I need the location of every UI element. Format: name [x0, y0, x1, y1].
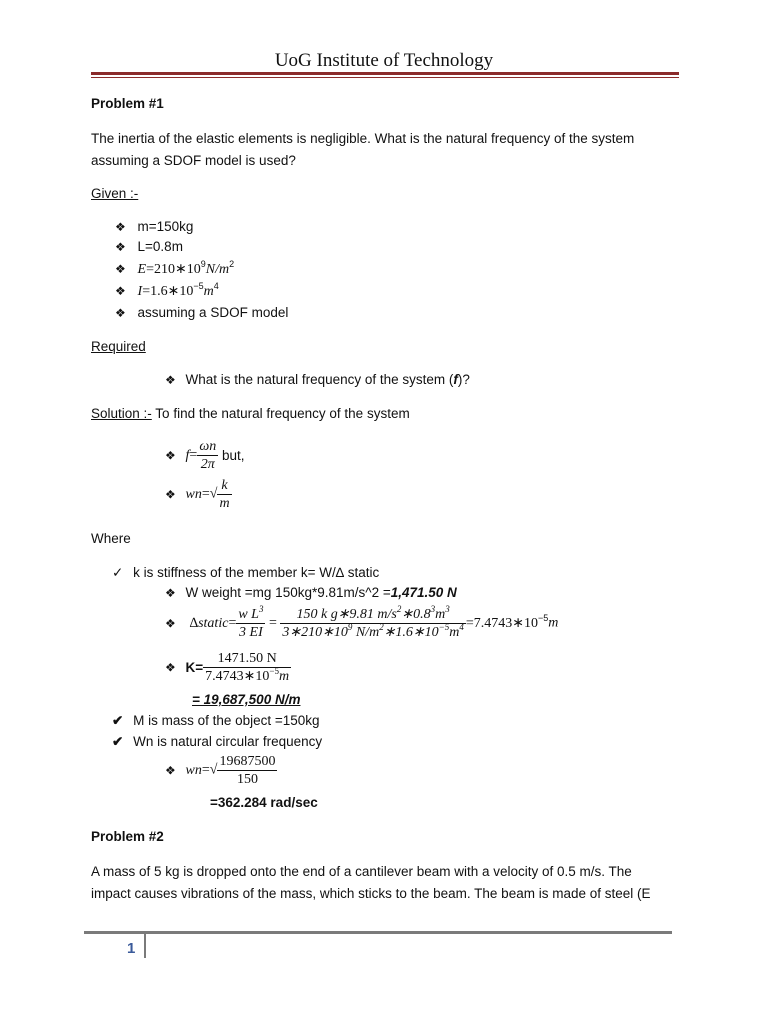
equals-sign: = — [265, 615, 281, 631]
exponent: 3 — [430, 604, 436, 614]
diamond-bullet-icon: ❖ — [165, 660, 176, 675]
diamond-bullet-icon: ❖ — [165, 616, 176, 631]
numerator-part: ∗0.8 — [401, 607, 431, 622]
but-text: but, — [218, 448, 245, 463]
delta-result-unit: m — [548, 615, 559, 631]
footer-divider — [144, 934, 146, 958]
k-definition — [112, 565, 379, 581]
diamond-bullet-icon: ❖ — [165, 373, 176, 387]
wn-symbol: wn — [185, 486, 202, 502]
denominator-part: 3∗210∗10 — [282, 625, 348, 640]
inertia-value: =1.6∗10 — [142, 284, 194, 299]
inertia-exp: −5 — [193, 281, 204, 291]
f-symbol: f — [185, 447, 190, 463]
fraction-numerator: 1471.50 N — [203, 650, 291, 668]
required-label: Required — [91, 339, 146, 354]
delta-symbol: ∆static — [189, 615, 229, 631]
modulus-exp: 9 — [200, 259, 206, 269]
numerator-part: m — [435, 607, 446, 622]
equals-sign: = — [228, 615, 237, 631]
diamond-bullet-icon: ❖ — [165, 763, 176, 778]
exponent: −5 — [438, 622, 450, 632]
inertia-unit-exp: 4 — [213, 281, 219, 291]
mass-definition — [112, 713, 320, 729]
header-rule-thin — [91, 77, 679, 78]
exponent: 3 — [258, 604, 264, 614]
exponent: 3 — [445, 604, 450, 614]
diamond-bullet-icon: ❖ — [165, 448, 176, 463]
diamond-bullet-icon: ❖ — [115, 306, 126, 320]
check-icon: ✓ — [112, 565, 124, 580]
wn-result: =362.284 rad/sec — [210, 795, 318, 810]
fraction-substituted — [280, 606, 465, 641]
exponent: 9 — [347, 622, 353, 632]
denominator-unit: m — [278, 669, 290, 684]
k-symbol: K= — [185, 660, 204, 675]
denominator-part: m — [449, 625, 460, 640]
equation-stiffness — [165, 650, 291, 685]
fraction-wl3-over-3ei — [236, 606, 265, 641]
fraction-numerator: ωn — [199, 439, 217, 454]
diamond-bullet-icon: ❖ — [115, 220, 126, 234]
wn-definition-text: Wn is natural circular frequency — [133, 734, 323, 749]
numerator-text: w L — [238, 607, 259, 622]
page-number: 1 — [127, 940, 136, 957]
wn-definition — [112, 734, 322, 750]
exponent: −5 — [538, 613, 549, 624]
modulus-unit-exp: 2 — [229, 259, 235, 269]
diamond-bullet-icon: ❖ — [115, 262, 126, 276]
given-item-modulus — [115, 261, 234, 278]
problem1-statement-line2: assuming a SDOF model is used? — [91, 153, 296, 168]
equation-delta-static — [165, 606, 558, 641]
fraction-wn-over-2pi — [197, 438, 218, 473]
equals-sign: = — [189, 447, 198, 463]
given-item-length — [115, 239, 183, 254]
modulus-unit: N/m — [205, 262, 230, 277]
problem1-statement-line1: The inertia of the elastic elements is negligible. What is the natural frequency of the system — [91, 131, 635, 146]
wn-symbol: wn — [185, 762, 202, 778]
given-item-mass — [115, 219, 193, 234]
solution-text: To find the natural frequency of the system — [151, 406, 410, 421]
diamond-bullet-icon: ❖ — [115, 284, 126, 298]
modulus-value: =210∗10 — [146, 262, 201, 277]
check-icon: ✔ — [112, 734, 124, 749]
given-sdof-text: assuming a SDOF model — [137, 305, 289, 320]
denominator-part: 7.4743∗10 — [205, 669, 270, 684]
fraction-k-over-m — [217, 477, 231, 512]
solution-label: Solution :- — [91, 406, 152, 421]
diamond-bullet-icon: ❖ — [165, 586, 176, 600]
required-text-post: )? — [457, 372, 470, 387]
given-mass-text: m=150kg — [137, 219, 194, 234]
k-definition-text: k is stiffness of the member k= W/∆ static — [133, 565, 380, 580]
header-title: UoG Institute of Technology — [274, 50, 494, 71]
required-text-pre: What is the natural frequency of the system ( — [185, 372, 454, 387]
fraction-denominator: 2π — [200, 457, 215, 472]
inertia-unit: m — [203, 284, 214, 299]
fraction-numerator: 19687500 — [219, 754, 276, 769]
exponent: 2 — [396, 604, 402, 614]
fraction-numerator: k — [217, 477, 231, 495]
weight-value: 1,471.50 N — [390, 585, 457, 600]
numerator-part: 150 k g∗9.81 m/s — [296, 607, 397, 622]
fraction-wn-value — [217, 753, 277, 788]
problem2-text-line1: A mass of 5 kg is dropped onto the end of a cantilever beam with a velocity of 0.5 m/s. The — [91, 864, 632, 879]
denominator-part: N/m — [352, 625, 380, 640]
weight-line — [165, 585, 457, 600]
diamond-bullet-icon: ❖ — [165, 487, 176, 502]
sqrt-sign: =√ — [201, 486, 218, 502]
denominator-part: ∗1.6∗10 — [383, 625, 439, 640]
equation-wn — [165, 477, 232, 512]
equation-wn-value — [165, 753, 277, 788]
given-length-text: L=0.8m — [137, 239, 183, 254]
problem2-text-line2: impact causes vibrations of the mass, which sticks to the beam. The beam is made of steel (E — [91, 886, 651, 901]
check-icon: ✔ — [112, 713, 124, 728]
weight-text: W weight =mg 150kg*9.81m/s^2 = — [185, 585, 391, 600]
problem1-heading: Problem #1 — [91, 96, 164, 111]
denominator-text: 3 EI — [239, 625, 263, 640]
header-rule-thick — [91, 72, 679, 75]
fraction-denominator: 150 — [236, 772, 258, 787]
given-item-sdof — [115, 305, 288, 320]
exponent: −5 — [269, 666, 279, 676]
given-item-inertia — [115, 283, 219, 300]
sqrt-sign: =√ — [201, 762, 218, 778]
footer-rule — [84, 931, 672, 934]
equation-frequency — [165, 438, 245, 473]
k-result: = 19,687,500 N/m — [192, 692, 301, 707]
exponent: 4 — [459, 622, 464, 632]
solution-line — [91, 406, 410, 421]
mass-definition-text: M is mass of the object =150kg — [133, 713, 320, 728]
delta-result: =7.4743∗10 — [465, 616, 538, 631]
modulus-symbol: E — [137, 262, 147, 277]
exponent: 2 — [379, 622, 384, 632]
problem2-heading: Problem #2 — [91, 829, 164, 844]
diamond-bullet-icon: ❖ — [115, 240, 126, 254]
fraction-k — [203, 650, 291, 685]
given-label: Given :- — [91, 186, 139, 201]
fraction-denominator: m — [219, 496, 230, 511]
inertia-symbol: I — [137, 284, 143, 299]
where-label: Where — [91, 531, 131, 546]
required-item — [165, 372, 470, 387]
required-f: f — [453, 372, 458, 387]
